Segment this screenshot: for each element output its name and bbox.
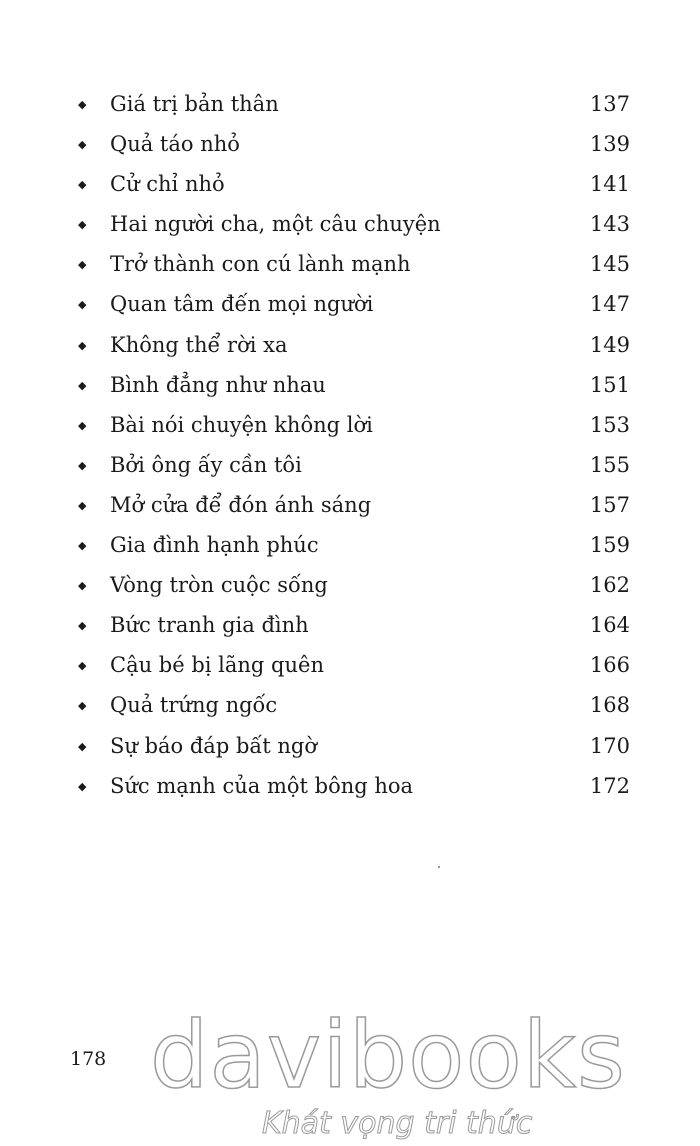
toc-entry-title: Bài nói chuyện không lời	[110, 412, 373, 437]
toc-entry-title: Không thể rời xa	[110, 332, 288, 357]
toc-entry	[78, 445, 630, 485]
diamond-bullet-icon: ◆	[78, 218, 87, 232]
toc-entry-page: 143	[589, 212, 630, 237]
toc-entry-title: Hai người cha, một câu chuyện	[110, 212, 441, 237]
toc-entry	[78, 525, 630, 565]
toc-entry-title: Cậu bé bị lãng quên	[110, 653, 324, 678]
diamond-bullet-icon: ◆	[78, 579, 87, 593]
toc-entry	[78, 726, 630, 766]
diamond-bullet-icon: ◆	[78, 338, 87, 352]
diamond-bullet-icon: ◆	[78, 699, 87, 713]
diamond-bullet-icon: ◆	[78, 258, 87, 272]
diamond-bullet-icon: ◆	[78, 138, 87, 152]
toc-entry	[78, 325, 630, 365]
toc-entry-page: 159	[589, 533, 630, 558]
toc-entry-title: Quả trứng ngốc	[110, 693, 278, 718]
toc-entry	[78, 645, 630, 685]
toc-entry	[78, 124, 630, 164]
toc-entry-title: Quan tâm đến mọi người	[110, 292, 374, 317]
toc-entry	[78, 84, 630, 124]
diamond-bullet-icon: ◆	[78, 178, 87, 192]
diamond-bullet-icon: ◆	[78, 539, 87, 553]
toc-entry-page: 139	[589, 132, 630, 157]
toc-entry-page: 151	[589, 372, 630, 397]
watermark-tagline: Khát vọng tri thức	[262, 1106, 533, 1141]
diamond-bullet-icon: ◆	[78, 659, 87, 673]
toc-entry-page: 141	[589, 172, 630, 197]
diamond-bullet-icon: ◆	[78, 619, 87, 633]
toc-entry-page: 137	[589, 92, 630, 116]
toc-entry-title: Bởi ông ấy cần tôi	[110, 452, 302, 477]
toc-entry-page: 168	[589, 693, 630, 718]
toc-entry	[78, 565, 630, 605]
toc-entry-title: Trở thành con cú lành mạnh	[110, 252, 411, 277]
toc-entry	[78, 164, 630, 204]
toc-entry	[78, 365, 630, 405]
toc-entry-title: Vòng tròn cuộc sống	[110, 573, 328, 598]
toc-entry-page: 164	[589, 613, 630, 638]
toc-entry-page: 166	[589, 653, 630, 678]
toc-entry-page: 149	[589, 332, 630, 357]
toc-entry-title: Cử chỉ nhỏ	[110, 172, 225, 197]
print-speck	[438, 866, 440, 868]
toc-entry-title: Mở cửa để đón ánh sáng	[110, 492, 372, 517]
diamond-bullet-icon: ◆	[78, 418, 87, 432]
toc-entry-title: Bình đẳng như nhau	[110, 372, 326, 397]
diamond-bullet-icon: ◆	[78, 739, 87, 753]
toc-entry-page: 162	[589, 573, 630, 598]
toc-entry-title: Sự báo đáp bất ngờ	[110, 733, 317, 758]
toc-entry-title: Quả táo nhỏ	[110, 132, 240, 157]
toc-entry-page: 170	[589, 733, 630, 758]
toc-entry	[78, 244, 630, 284]
page-number: 178	[70, 1048, 107, 1070]
toc-entry-page: 145	[589, 252, 630, 277]
toc-entry	[78, 605, 630, 645]
toc-entry-page: 153	[589, 412, 630, 437]
toc-entry-page: 172	[589, 773, 630, 798]
toc-entry-page: 155	[589, 452, 630, 477]
toc-entry-page: 147	[589, 292, 630, 317]
toc-entry-title: Sức mạnh của một bông hoa	[110, 773, 414, 798]
diamond-bullet-icon: ◆	[78, 98, 87, 111]
toc-entry-title: Bức tranh gia đình	[110, 613, 309, 638]
toc-entry	[78, 204, 630, 244]
toc-entry-title: Gia đình hạnh phúc	[110, 533, 319, 558]
table-of-contents	[78, 84, 630, 806]
toc-entry	[78, 284, 630, 324]
diamond-bullet-icon: ◆	[78, 779, 87, 793]
toc-entry-title: Giá trị bản thân	[110, 92, 279, 116]
diamond-bullet-icon: ◆	[78, 378, 87, 392]
diamond-bullet-icon: ◆	[78, 298, 87, 312]
toc-entry	[78, 405, 630, 445]
toc-entry	[78, 485, 630, 525]
toc-entry-page: 157	[589, 492, 630, 517]
toc-entry	[78, 766, 630, 806]
diamond-bullet-icon: ◆	[78, 498, 87, 512]
watermark-brand: davibooks	[150, 1002, 626, 1109]
diamond-bullet-icon: ◆	[78, 458, 87, 472]
toc-entry	[78, 685, 630, 725]
watermark	[150, 1002, 626, 1141]
